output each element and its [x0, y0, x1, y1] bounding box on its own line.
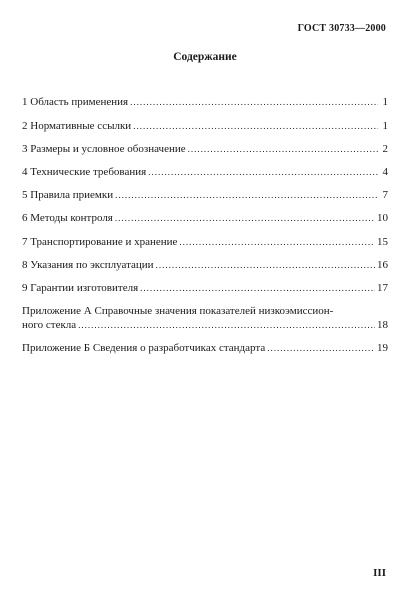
toc-entry-text: Приложение А Справочные значения показателей низкоэмиссион- — [22, 305, 334, 317]
toc-entry[interactable] — [22, 258, 388, 272]
toc-leader-dots — [78, 318, 375, 332]
toc-entry-text: 4 Технические требования — [22, 166, 147, 178]
toc-entry-text: 9 Гарантии изготовителя — [22, 282, 139, 294]
toc-entry-appendix-b[interactable] — [22, 341, 388, 355]
toc-entry-page: 10 — [377, 212, 388, 224]
toc-entry-text: 8 Указания по эксплуатации — [22, 259, 154, 271]
toc-leader-dots — [156, 258, 375, 272]
toc-leader-dots — [188, 142, 378, 156]
toc-title: Содержание — [173, 51, 237, 63]
toc-entry[interactable] — [22, 281, 388, 295]
toc-entry-appendix-a[interactable] — [22, 304, 388, 332]
toc-entry-page: 16 — [377, 259, 388, 271]
toc-entry[interactable] — [22, 95, 388, 109]
toc-entry-text: 3 Размеры и условное обозначение — [22, 143, 186, 155]
toc-entry[interactable] — [22, 165, 388, 179]
toc-leader-dots — [115, 188, 378, 202]
toc-leader-dots — [267, 341, 375, 355]
toc-leader-dots — [140, 281, 375, 295]
toc-entry[interactable] — [22, 119, 388, 133]
toc-entry-text: 6 Методы контроля — [22, 212, 113, 224]
toc-entry-page: 2 — [382, 143, 388, 155]
toc-entry[interactable] — [22, 235, 388, 249]
document-code: ГОСТ 30733—2000 — [297, 23, 386, 34]
toc-entry-text: 7 Транспортирование и хранение — [22, 236, 178, 248]
toc-entry-page: 1 — [382, 120, 388, 132]
toc-entry-text: 1 Область применения — [22, 96, 129, 108]
toc-leader-dots — [115, 211, 375, 225]
toc-leader-dots — [179, 235, 375, 249]
toc-entry-page: 7 — [382, 189, 388, 201]
toc-entry-text: 5 Правила приемки — [22, 189, 114, 201]
toc-entry-page: 17 — [377, 282, 388, 294]
page-number: III — [373, 567, 386, 579]
toc-entry-text: 2 Нормативные ссылки — [22, 120, 132, 132]
toc-entry-page: 18 — [377, 319, 388, 331]
toc-entry-text-continued: ного стекла — [22, 319, 77, 331]
toc-entry-page: 1 — [382, 96, 388, 108]
toc-entry[interactable] — [22, 188, 388, 202]
toc-leader-dots — [130, 95, 378, 109]
toc-leader-dots — [148, 165, 378, 179]
toc-entry-page: 4 — [382, 166, 388, 178]
toc-leader-dots — [133, 119, 378, 133]
toc-entry-text: Приложение Б Сведения о разработчиках стандарта — [22, 342, 266, 354]
toc-entry-page: 19 — [377, 342, 388, 354]
toc-entry-page: 15 — [377, 236, 388, 248]
toc-entry[interactable] — [22, 142, 388, 156]
toc-entry[interactable] — [22, 211, 388, 225]
